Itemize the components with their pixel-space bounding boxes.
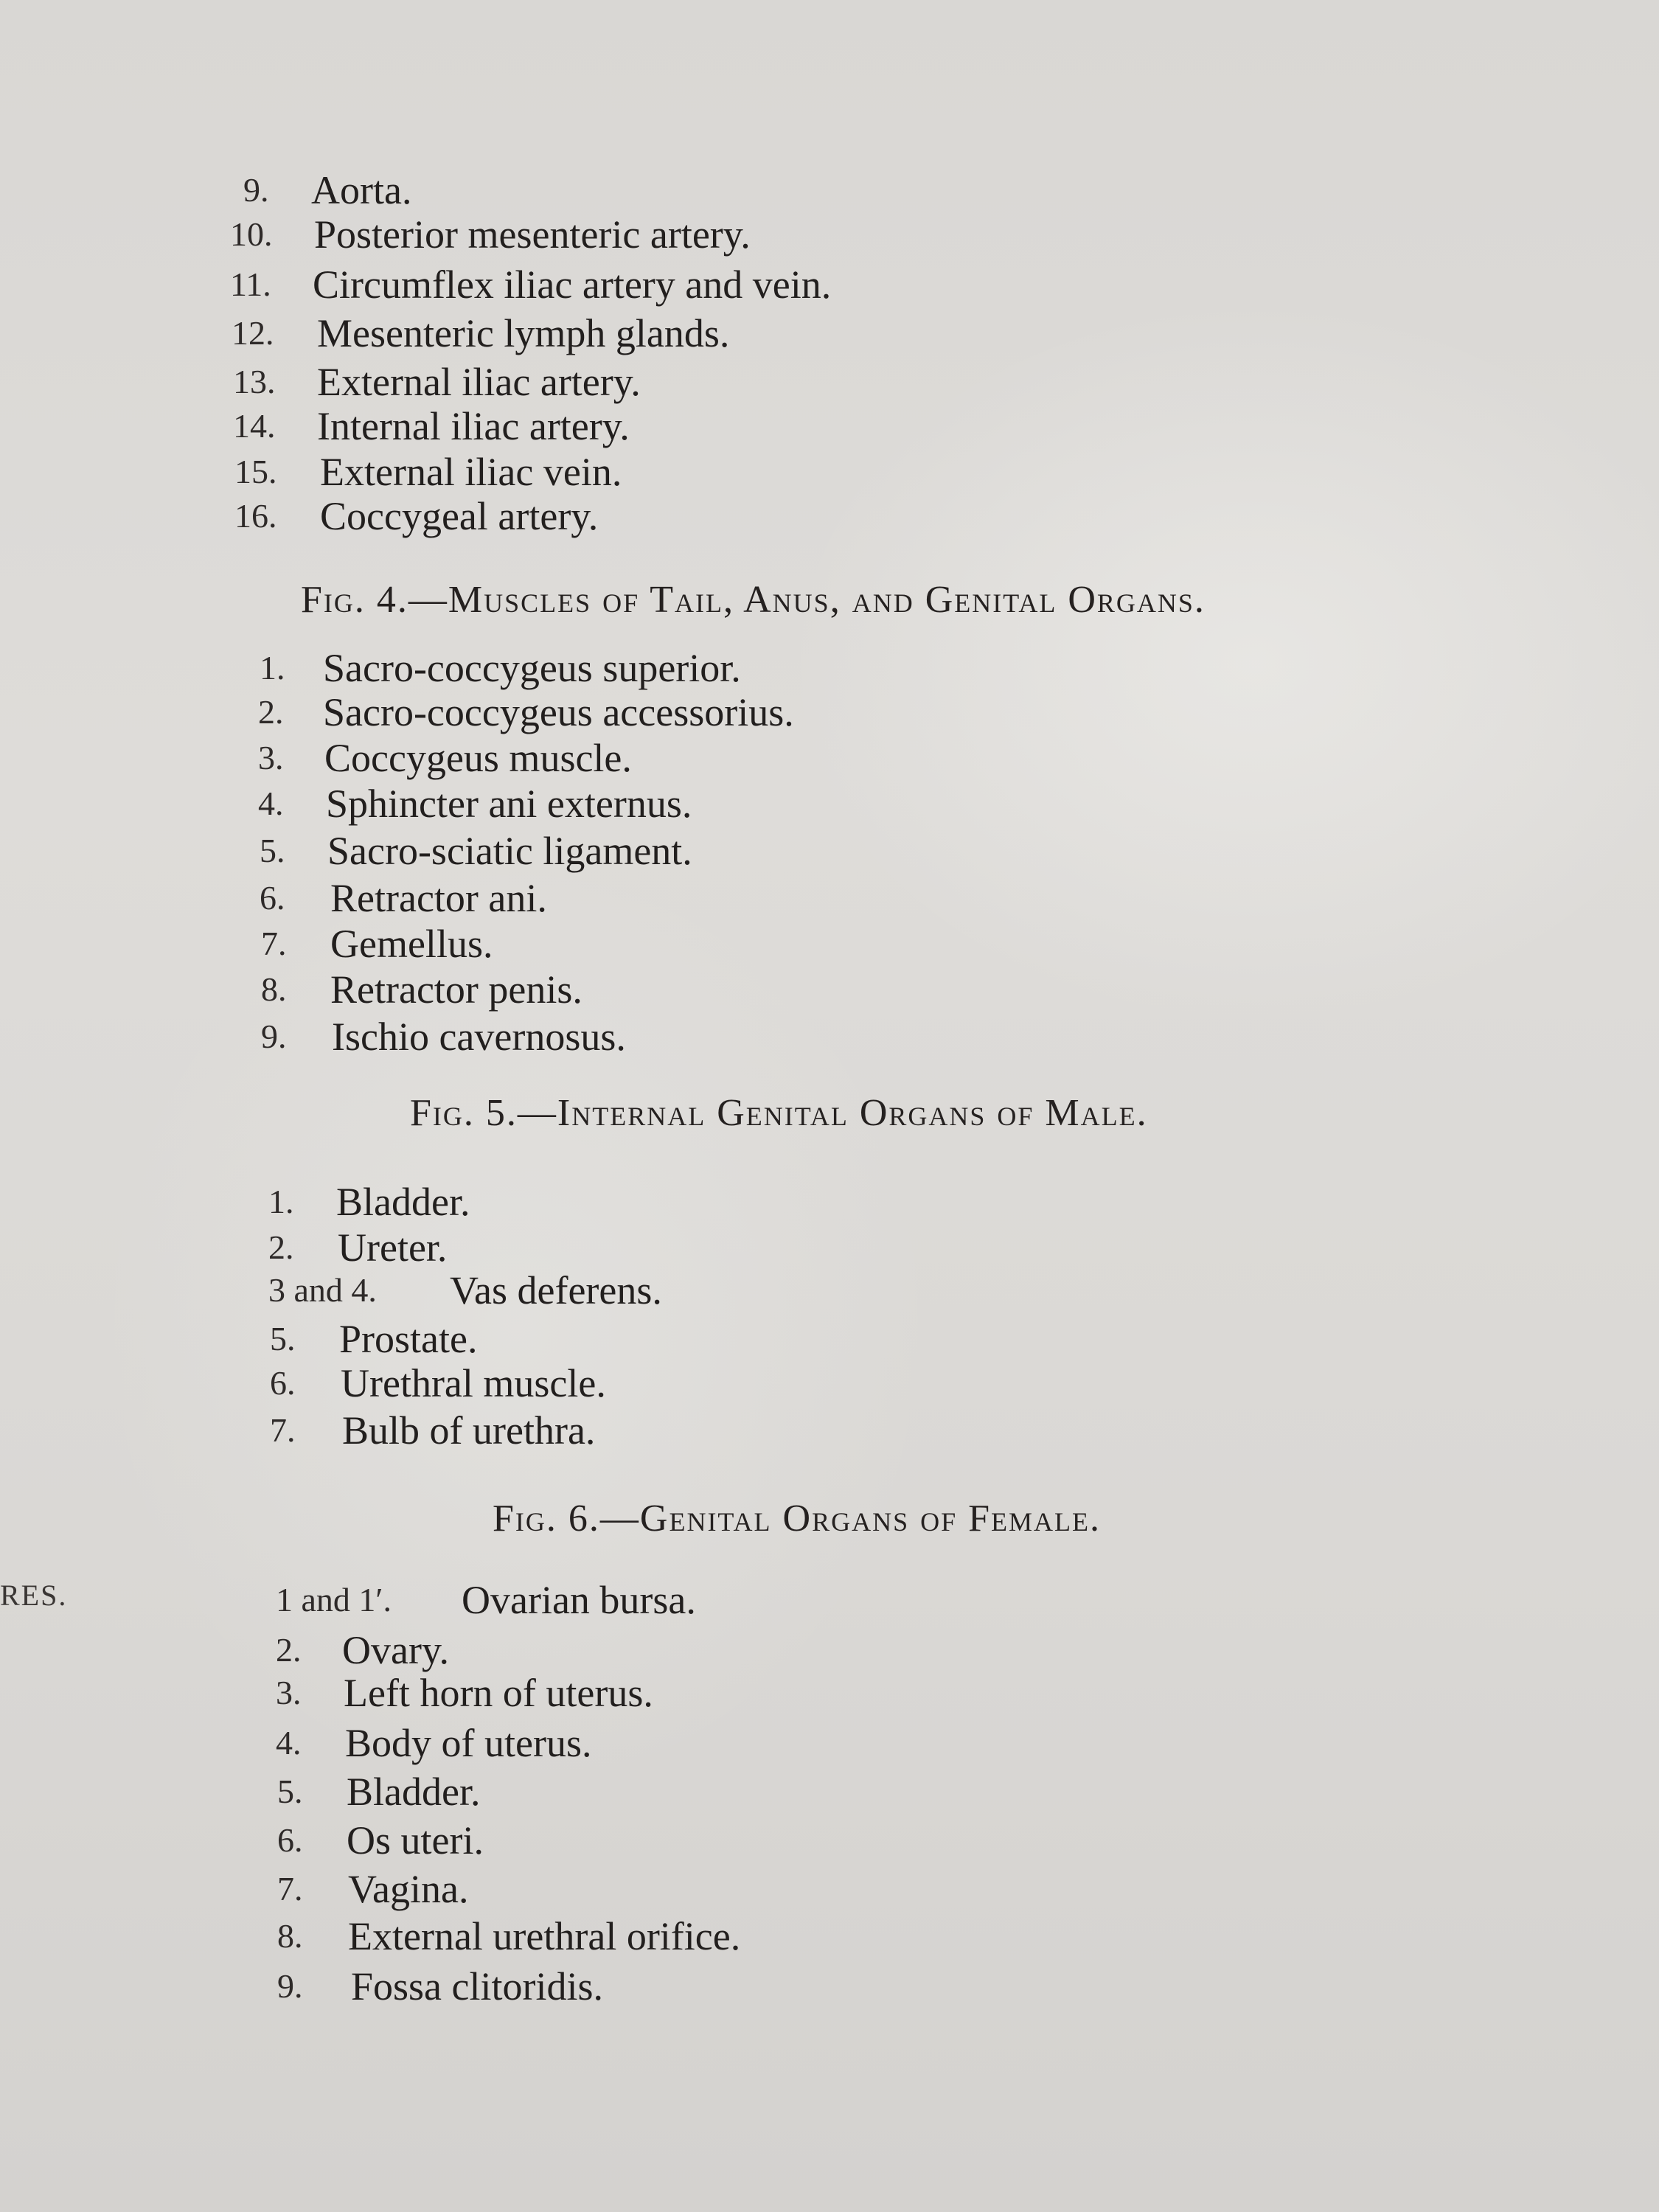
item-text: Left horn of uterus. — [344, 1671, 653, 1715]
item-text: Vagina. — [348, 1867, 469, 1911]
item-text: Gemellus. — [330, 922, 493, 966]
item-number: 14. — [233, 407, 276, 445]
item-number: 2. — [258, 693, 284, 731]
item-number: 11. — [230, 265, 271, 303]
item-text: External iliac artery. — [317, 360, 641, 404]
item-number: 12. — [232, 314, 274, 352]
item-text: External urethral orifice. — [348, 1914, 741, 1958]
item-number: 2. — [268, 1228, 294, 1266]
item-text: Fossa clitoridis. — [351, 1964, 604, 2008]
item-text: Internal iliac artery. — [317, 404, 630, 448]
item-text: External iliac vein. — [320, 450, 622, 494]
item-number: 4. — [258, 785, 284, 822]
item-number: 3 and 4. — [268, 1271, 377, 1309]
item-text: Os uteri. — [347, 1818, 484, 1863]
item-number: 1 and 1′. — [276, 1581, 392, 1618]
item-text: Posterior mesenteric artery. — [314, 212, 751, 257]
figure-heading: Fig. 5.—Internal Genital Organs of Male. — [410, 1092, 1148, 1134]
item-number: 6. — [260, 879, 285, 917]
item-text: Coccygeus muscle. — [324, 736, 632, 780]
item-number: 1. — [268, 1183, 294, 1220]
item-text: Sacro-coccygeus superior. — [323, 646, 741, 690]
item-text: Ovary. — [342, 1628, 449, 1672]
figure-heading: Fig. 4.—Muscles of Tail, Anus, and Genital Organs. — [301, 579, 1206, 621]
item-number: 6. — [277, 1821, 303, 1859]
item-text: Circumflex iliac artery and vein. — [313, 262, 832, 307]
item-number: 10. — [230, 215, 273, 253]
item-number: 9. — [243, 171, 269, 209]
item-number: 2. — [276, 1631, 302, 1669]
item-number: 4. — [276, 1724, 302, 1761]
item-text: Sphincter ani externus. — [326, 782, 692, 826]
item-text: Urethral muscle. — [341, 1361, 606, 1405]
item-number: 7. — [261, 925, 287, 962]
item-text: Ischio cavernosus. — [332, 1015, 626, 1059]
item-number: 3. — [276, 1674, 302, 1711]
item-number: 5. — [270, 1320, 296, 1357]
item-text: Retractor penis. — [330, 967, 582, 1012]
item-text: Bladder. — [347, 1770, 481, 1814]
item-number: 8. — [277, 1917, 303, 1955]
item-text: Bulb of urethra. — [342, 1408, 596, 1453]
item-text: Mesenteric lymph glands. — [317, 311, 730, 355]
item-number: 9. — [261, 1018, 287, 1055]
item-text: Sacro-sciatic ligament. — [327, 829, 692, 873]
item-number: 6. — [270, 1364, 296, 1402]
item-number: 7. — [277, 1870, 303, 1907]
item-number: 5. — [260, 832, 285, 869]
item-number: 3. — [258, 739, 284, 776]
item-text: Coccygeal artery. — [320, 494, 599, 538]
item-number: 1. — [260, 649, 285, 686]
item-number: 7. — [270, 1411, 296, 1449]
item-number: 9. — [277, 1967, 303, 2005]
item-text: Bladder. — [336, 1180, 470, 1224]
item-text: Sacro-coccygeus accessorius. — [323, 690, 794, 734]
item-text: Retractor ani. — [330, 876, 547, 920]
item-text: Vas deferens. — [450, 1268, 662, 1312]
facing-page-fragment: RES. — [0, 1579, 68, 1612]
item-text: Ureter. — [338, 1225, 448, 1270]
figure-heading: Fig. 6.—Genital Organs of Female. — [493, 1498, 1102, 1540]
item-text: Ovarian bursa. — [462, 1578, 696, 1622]
item-text: Body of uterus. — [345, 1721, 592, 1765]
item-text: Prostate. — [339, 1317, 478, 1361]
item-number: 5. — [277, 1773, 303, 1810]
item-number: 15. — [234, 453, 277, 490]
item-number: 13. — [233, 363, 276, 400]
item-number: 8. — [261, 970, 287, 1008]
item-text: Aorta. — [311, 168, 412, 212]
item-number: 16. — [234, 497, 277, 535]
